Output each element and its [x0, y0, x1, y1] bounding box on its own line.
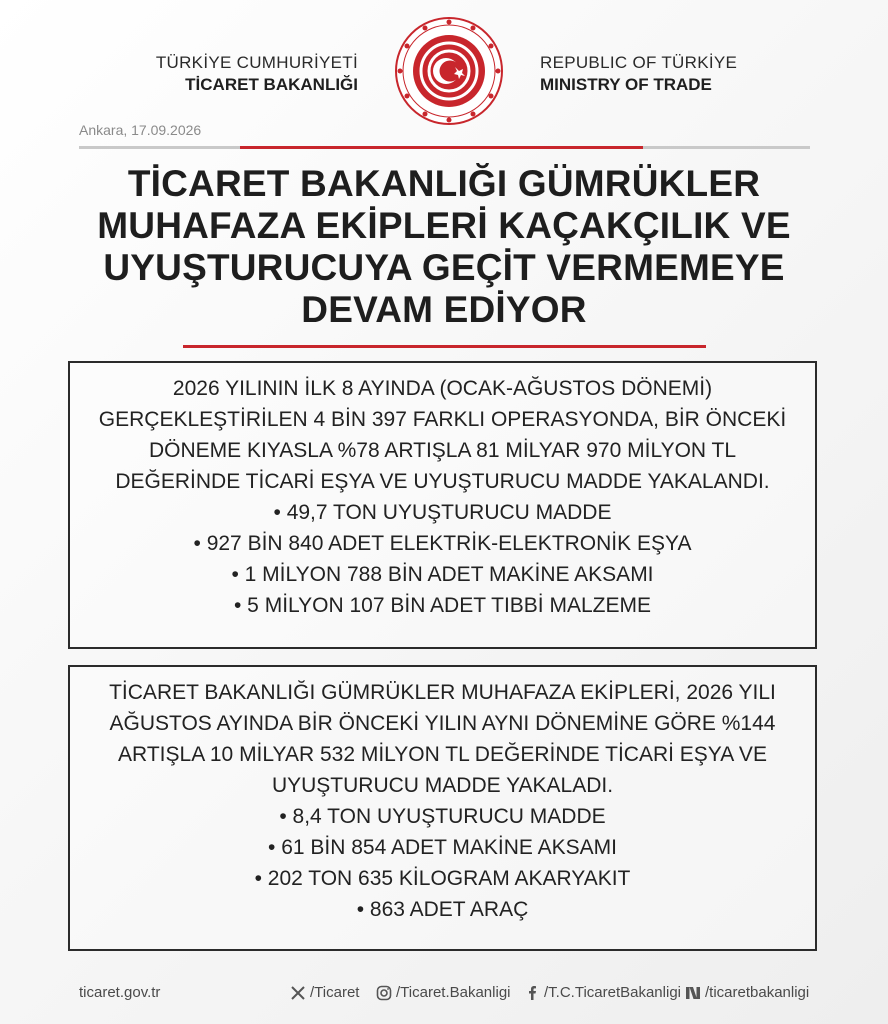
box2-paragraph: TİCARET BAKANLIĞI GÜMRÜKLER MUHAFAZA EKİPLERİ, 2026 YILI AĞUSTOS AYINDA BİR ÖNCEKİ YILIN AYNI DÖNEMİNE GÖRE %144 ARTIŞLA 10 MİLYAR 532 MİLYON TL DEĞERİNDE TİCARİ EŞYA VE UYUŞTURUCU MADDE YAKALADI.: [109, 681, 776, 797]
header-right: [540, 52, 737, 96]
header-right-line1: REPUBLIC OF TÜRKİYE: [540, 53, 738, 72]
nsosyal-logo-icon: [685, 985, 701, 1001]
nsosyal-handle: /ticaretbakanligi: [705, 984, 810, 1001]
header-right-line2: MINISTRY OF TRADE: [540, 75, 712, 94]
instagram-logo-icon: [376, 985, 392, 1001]
box2-bullet: • 61 BİN 854 ADET MAKİNE AKSAMI: [268, 836, 617, 859]
box1-bullet: • 5 MİLYON 107 BİN ADET TIBBİ MALZEME: [234, 594, 651, 617]
social-instagram[interactable]: [376, 984, 511, 1001]
box2-bullet: • 202 TON 635 KİLOGRAM AKARYAKIT: [254, 867, 631, 890]
statistics-box-2: [68, 665, 817, 951]
box1-bullet: • 49,7 TON UYUŞTURUCU MADDE: [273, 501, 612, 524]
box2-bullet: • 8,4 TON UYUŞTURUCU MADDE: [279, 805, 606, 828]
social-nsosyal[interactable]: [685, 984, 809, 1001]
instagram-handle: /Ticaret.Bakanligi: [396, 984, 511, 1001]
facebook-logo-icon: [524, 985, 540, 1001]
box1-bullet: • 927 BİN 840 ADET ELEKTRİK-ELEKTRONİK EŞYA: [193, 532, 692, 555]
header-left-line2: TİCARET BAKANLIĞI: [185, 75, 358, 94]
box1-paragraph: 2026 YILININ İLK 8 AYINDA (OCAK-AĞUSTOS DÖNEMİ) GERÇEKLEŞTİRİLEN 4 BİN 397 FARKLI OPERASYONDA, BİR ÖNCEKİ DÖNEME KIYASLA %78 ARTIŞLA 81 MİLYAR 970 MİLYON TL DEĞERİNDE TİCARİ EŞYA VE UYUŞTURUCU MADDE YAKALANDI.: [98, 377, 787, 493]
website-link[interactable]: ticaret.gov.tr: [79, 984, 161, 1001]
ministry-emblem-icon: [394, 16, 504, 126]
social-x[interactable]: [290, 984, 359, 1001]
facebook-handle: /T.C.TicaretBakanligi: [544, 984, 681, 1001]
box1-bullet: • 1 MİLYON 788 BİN ADET MAKİNE AKSAMI: [231, 563, 654, 586]
header-left: [156, 52, 358, 96]
x-logo-icon: [290, 985, 306, 1001]
date-location: Ankara, 17.09.2026: [79, 122, 202, 138]
header-left-line1: TÜRKİYE CUMHURİYETİ: [155, 53, 358, 72]
statistics-box-1: [68, 361, 817, 649]
x-handle: /Ticaret: [310, 984, 360, 1001]
divider-red-bottom: [183, 345, 706, 348]
social-facebook[interactable]: [524, 984, 681, 1001]
divider-red-top: [240, 146, 643, 149]
box2-bullet: • 863 ADET ARAÇ: [356, 898, 529, 921]
footer: [0, 984, 888, 1008]
page-title: TİCARET BAKANLIĞI GÜMRÜKLER MUHAFAZA EKİPLERİ KAÇAKÇILIK VE UYUŞTURUCUYA GEÇİT VERMEMEYE DEVAM EDİYOR: [97, 163, 791, 330]
